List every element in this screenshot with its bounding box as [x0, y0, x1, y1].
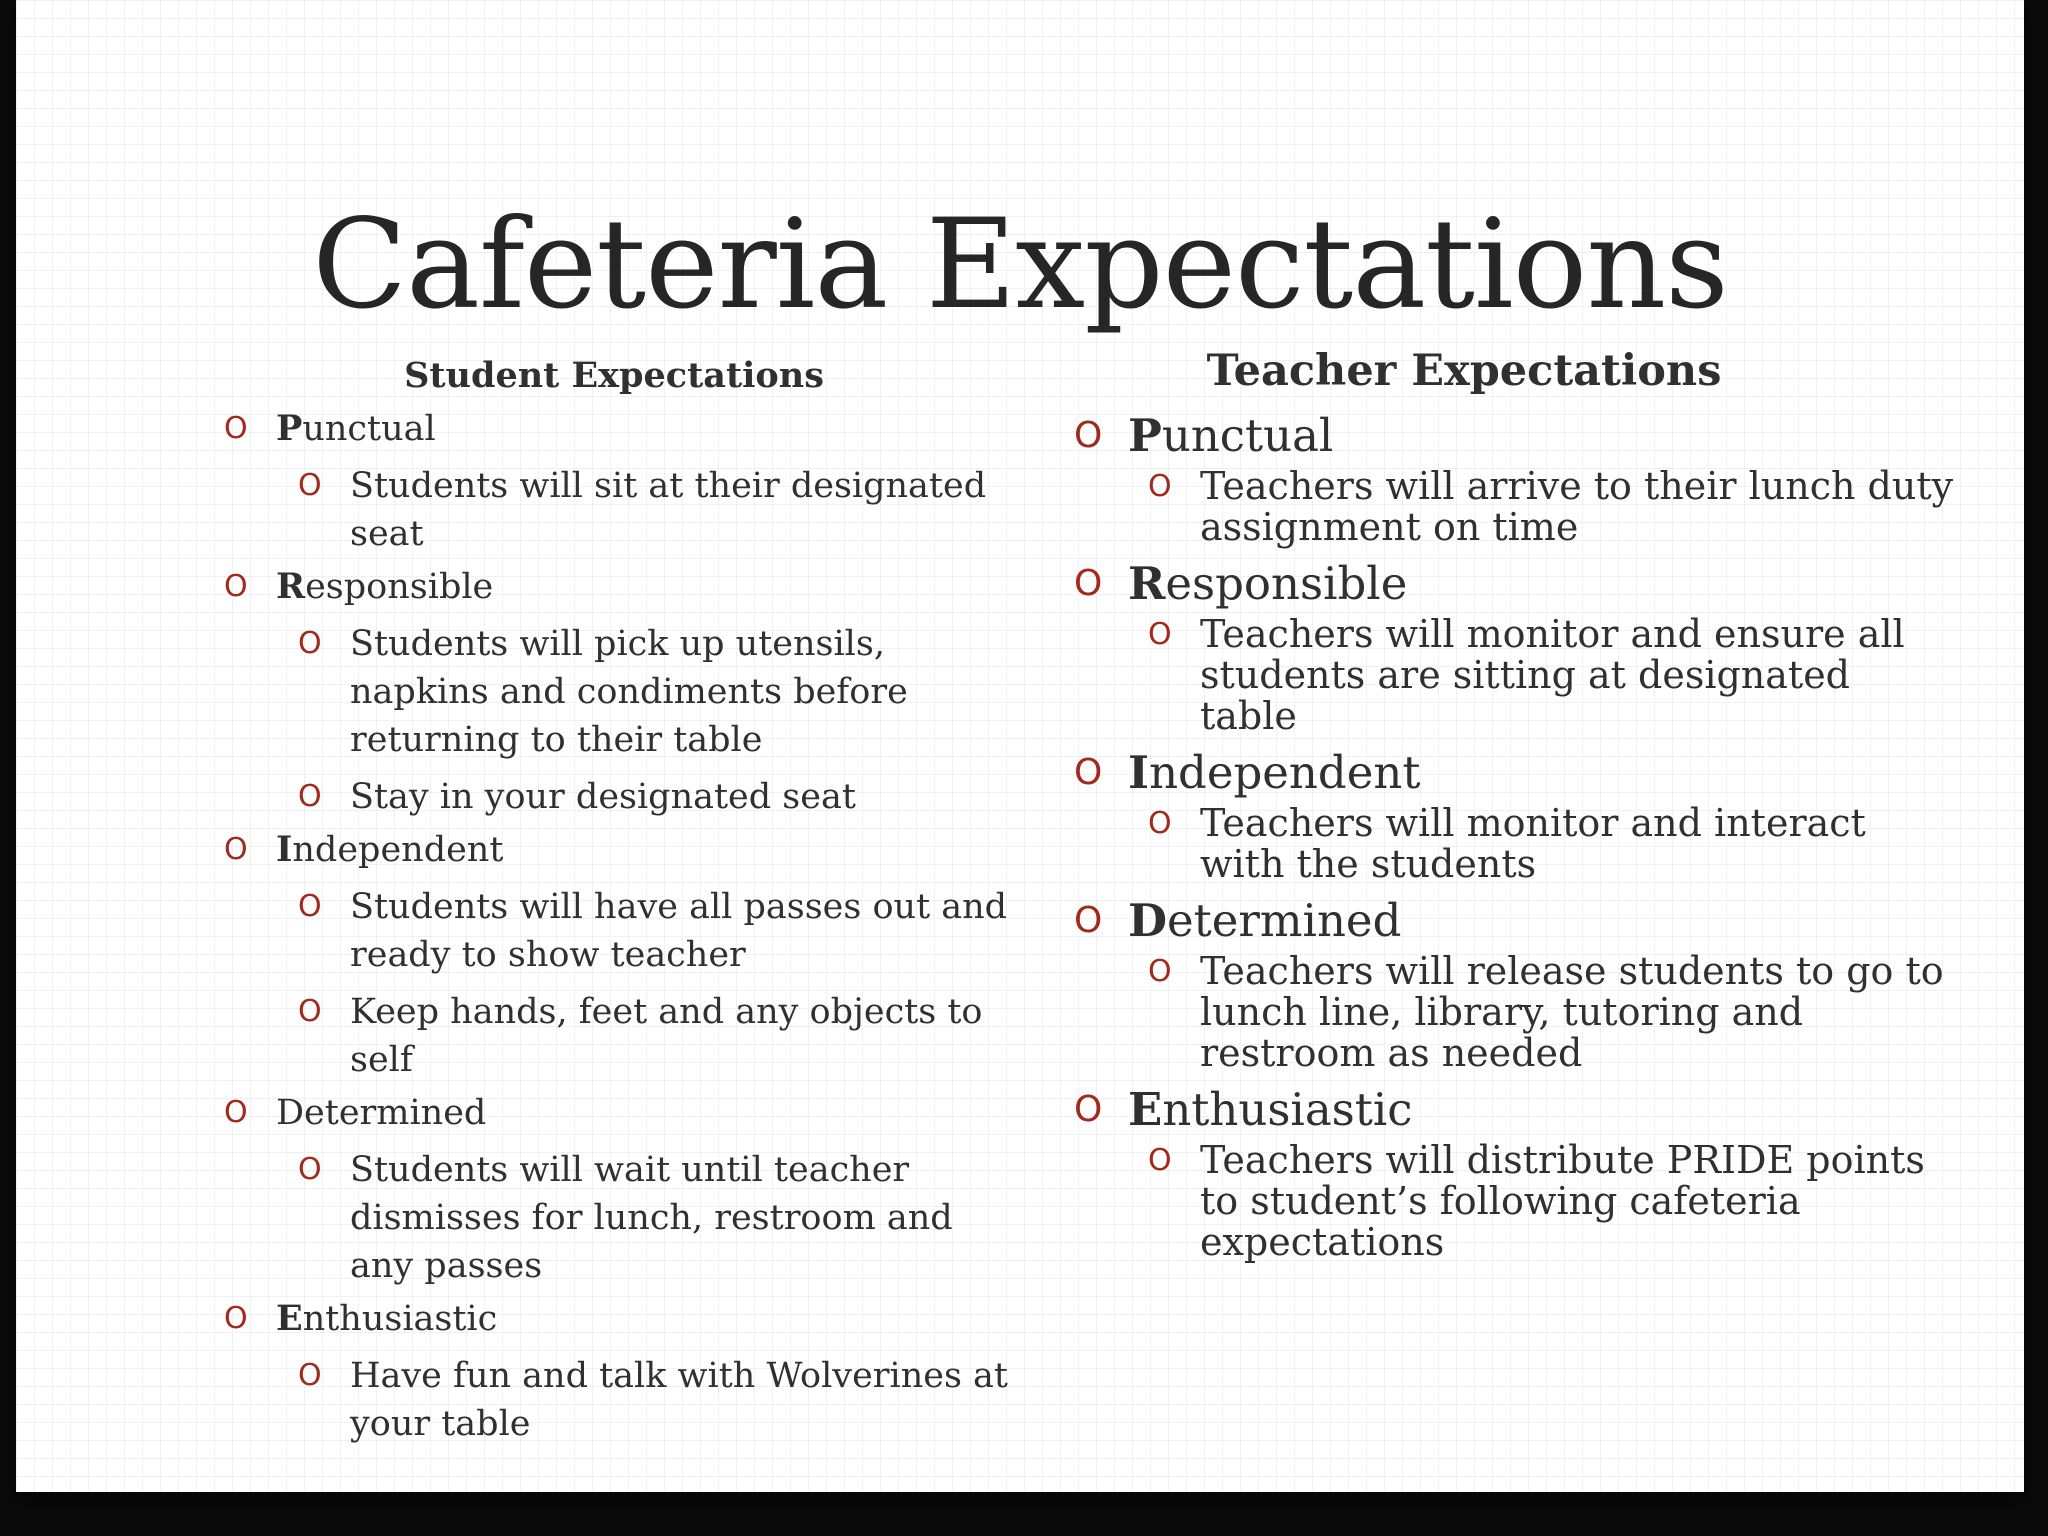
list-item: [1074, 893, 1954, 949]
bullet-icon: O: [224, 411, 248, 446]
item-label: nthusiastic: [302, 1299, 498, 1339]
sub-list-item: [298, 883, 1014, 979]
item-initial: I: [1128, 746, 1150, 799]
item-label: esponsible: [305, 567, 494, 607]
sub-list-item: [298, 620, 1014, 764]
item-initial: I: [276, 829, 293, 870]
bullet-icon: O: [224, 1095, 248, 1130]
sub-item-text: Teachers will distribute PRIDE points to student’s following cafeteria expectations: [1200, 1138, 1925, 1264]
bullet-icon: O: [1148, 469, 1172, 504]
list-item: [224, 1089, 1014, 1137]
list-item: [224, 826, 1014, 874]
sub-list-item: [1148, 1140, 1954, 1263]
item-label: Determined: [276, 1093, 487, 1133]
item-label: nthusiastic: [1162, 1083, 1413, 1136]
bullet-icon: O: [298, 779, 322, 814]
bullet-icon: O: [298, 468, 322, 503]
bullet-icon: O: [224, 1301, 248, 1336]
bullet-icon: O: [224, 832, 248, 867]
sub-list-item: [1148, 466, 1954, 548]
sub-list-item: [298, 773, 1014, 821]
list-item: [1074, 745, 1954, 801]
bullet-icon: O: [1074, 415, 1103, 456]
sub-item-text: Students will pick up utensils, napkins and condiments before returning to their table: [350, 624, 908, 760]
sub-list-item: [298, 462, 1014, 558]
sub-item-text: Teachers will release students to go to lunch line, library, tutoring and restroom as needed: [1200, 949, 1944, 1075]
sub-item-text: Teachers will monitor and ensure all students are sitting at designated table: [1200, 612, 1905, 738]
item-initial: P: [276, 408, 303, 449]
item-label: ndependent: [292, 830, 504, 870]
sub-list-item: [1148, 614, 1954, 737]
sub-item-text: Keep hands, feet and any objects to self: [350, 992, 983, 1080]
item-initial: R: [1128, 557, 1166, 610]
sub-item-text: Students will sit at their designated seat: [350, 466, 987, 554]
sub-item-text: Teachers will monitor and interact with the students: [1200, 801, 1866, 886]
bullet-icon: O: [1148, 954, 1172, 989]
bullet-icon: O: [224, 569, 248, 604]
sub-item-text: Have fun and talk with Wolverines at your table: [350, 1356, 1008, 1444]
bullet-icon: O: [1074, 900, 1103, 941]
list-item: [224, 563, 1014, 611]
item-label: etermined: [1167, 894, 1402, 947]
item-initial: D: [1128, 894, 1168, 947]
item-initial: P: [1128, 409, 1162, 462]
student-expectations-heading: Student Expectations: [404, 355, 824, 396]
sub-item-text: Stay in your designated seat: [350, 777, 856, 817]
bullet-icon: O: [1074, 563, 1103, 604]
item-initial: E: [1128, 1083, 1163, 1136]
bullet-icon: O: [298, 994, 322, 1029]
slide-title: Cafeteria Expectations: [312, 193, 1728, 337]
sub-list-item: [298, 1146, 1014, 1290]
sub-item-text: Teachers will arrive to their lunch duty assignment on time: [1200, 464, 1954, 549]
slide: [16, 0, 2024, 1492]
list-item: [1074, 408, 1954, 464]
sub-item-text: Students will have all passes out and ready to show teacher: [350, 887, 1008, 975]
teacher-expectations-heading: Teacher Expectations: [1206, 346, 1722, 396]
sub-list-item: [298, 988, 1014, 1084]
item-label: unctual: [302, 409, 436, 449]
bullet-icon: O: [1074, 1089, 1103, 1130]
list-item: [1074, 556, 1954, 612]
bullet-icon: O: [1148, 1143, 1172, 1178]
sub-list-item: [298, 1352, 1014, 1448]
bullet-icon: O: [298, 889, 322, 924]
list-item: [224, 405, 1014, 453]
list-item: [224, 1295, 1014, 1343]
sub-item-text: Students will wait until teacher dismisses for lunch, restroom and any passes: [350, 1150, 953, 1286]
item-label: unctual: [1161, 409, 1334, 462]
item-initial: R: [276, 566, 306, 607]
bullet-icon: O: [298, 1152, 322, 1187]
bullet-icon: O: [298, 626, 322, 661]
list-item: [1074, 1082, 1954, 1138]
sub-list-item: [1148, 951, 1954, 1074]
student-expectations-column: [224, 352, 1014, 1448]
bullet-icon: O: [1148, 617, 1172, 652]
item-label: ndependent: [1149, 746, 1421, 799]
bullet-icon: O: [298, 1358, 322, 1393]
sub-list-item: [1148, 803, 1954, 885]
bullet-icon: O: [1148, 806, 1172, 841]
item-label: esponsible: [1165, 557, 1408, 610]
item-initial: E: [276, 1298, 303, 1339]
bullet-icon: O: [1074, 752, 1103, 793]
teacher-expectations-column: [1074, 342, 1954, 1263]
